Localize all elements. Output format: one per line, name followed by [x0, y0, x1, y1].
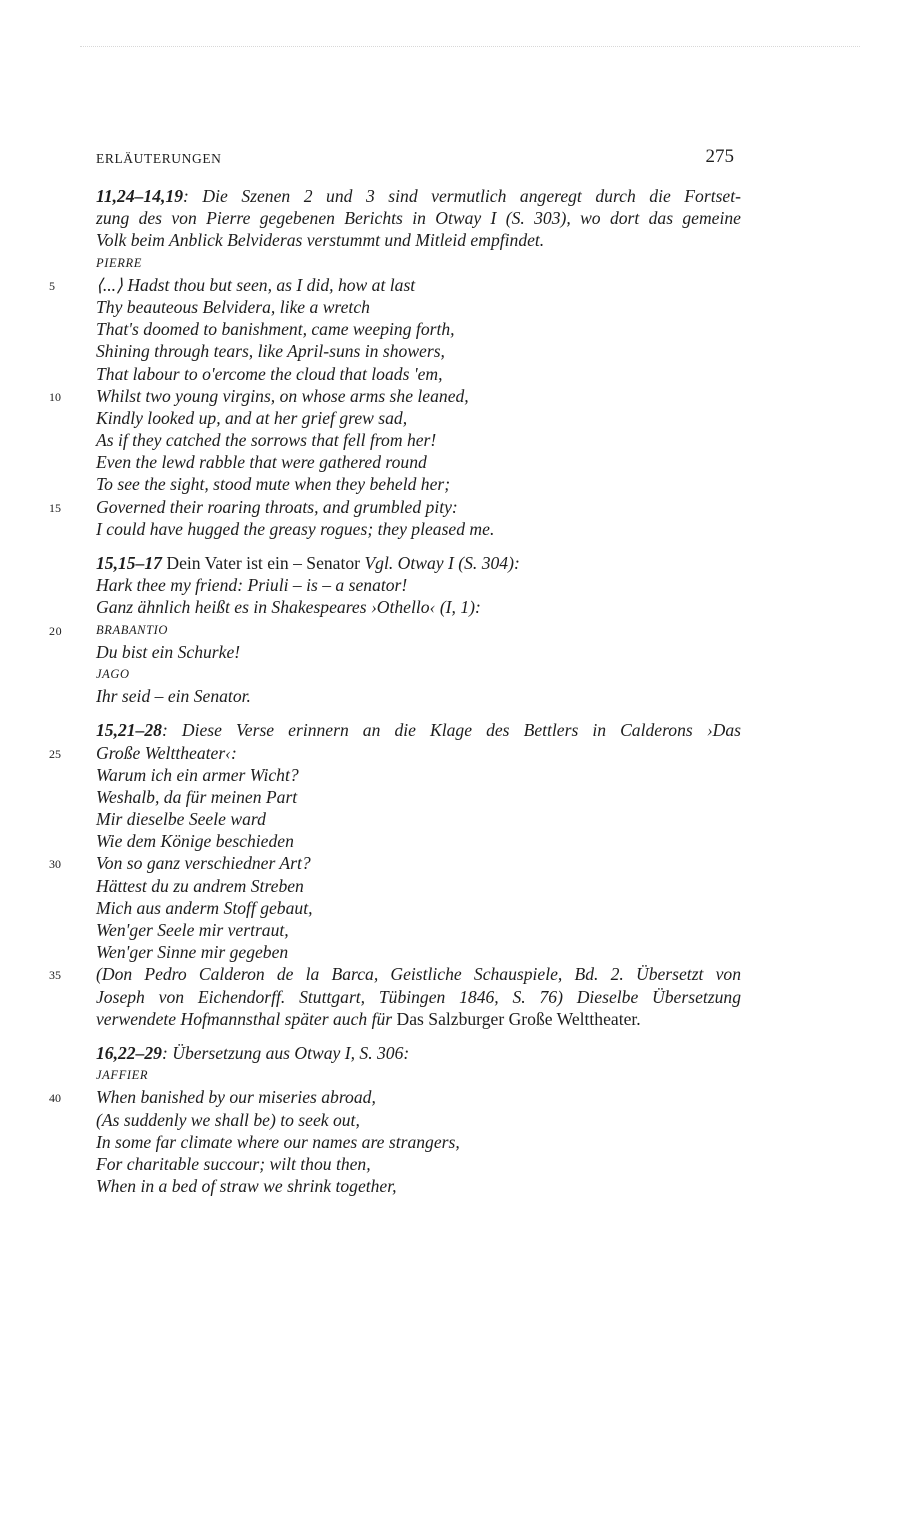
- verse-line: Mich aus anderm Stoff gebaut,: [96, 897, 313, 918]
- verse-text: Whilst two young virgins, on whose arms she leaned,: [96, 385, 469, 406]
- line-number: 10: [49, 389, 61, 404]
- speaker-name: [49, 619, 741, 641]
- note-reference: 15,21–28: [96, 720, 162, 741]
- citation-line: Joseph von Eichendorff. Stuttgart, Tübingen 1846, S. 76) Dieselbe Übersetzung: [96, 986, 741, 1007]
- verse-line: That's doomed to banishment, came weeping forth,: [96, 319, 455, 340]
- verse-line: (As suddenly we shall be) to seek out,: [96, 1109, 360, 1130]
- note-text: : Diese Verse erinnern an die Klage des Bettlers in Calderons ›Das: [161, 720, 741, 741]
- line-number: 25: [49, 746, 61, 761]
- section-gap: [96, 540, 741, 552]
- verse-line: Wen'ger Seele mir vertraut,: [96, 920, 289, 940]
- quote-line: Hark thee my friend: Priuli – is – a senator!: [96, 575, 408, 596]
- verse-text: ⟨...⟩ Hadst thou but seen, as I did, how at last: [96, 274, 416, 295]
- verse-line: For charitable succour; wilt thou then,: [96, 1153, 371, 1174]
- note-line: [96, 719, 741, 741]
- section-gap: [96, 1030, 741, 1042]
- note-reference: 15,15–17: [96, 553, 162, 573]
- verse-line: That labour to o'ercome the cloud that loads 'em,: [96, 363, 443, 384]
- speaker-name: PIERRE: [96, 255, 142, 270]
- verse-line: In some far climate where our names are strangers,: [96, 1131, 460, 1152]
- verse-line: Shining through tears, like April-suns in showers,: [96, 341, 445, 362]
- verse-line: Warum ich ein armer Wicht?: [96, 764, 299, 785]
- page-header: [96, 146, 736, 176]
- verse-line: [49, 852, 741, 874]
- citation-line: [49, 963, 741, 985]
- line-number: 30: [49, 857, 61, 872]
- note-reference: 16,22–29: [96, 1042, 162, 1063]
- note-text: Vgl. Otway I (S. 304):: [364, 553, 520, 573]
- verse-line: Ihr seid – ein Senator.: [96, 686, 251, 707]
- note-line: [49, 742, 741, 764]
- line-number: 5: [49, 278, 55, 293]
- section-gap: [96, 707, 741, 719]
- note-line: zung des von Pierre gegebenen Berichts in Otway I (S. 303), wo dort das gemeine: [96, 208, 741, 229]
- verse-line: [49, 385, 741, 407]
- verse-line: [49, 274, 741, 296]
- verse-line: When in a bed of straw we shrink together,: [96, 1176, 397, 1197]
- verse-text: Von so ganz verschiedner Art?: [96, 853, 311, 874]
- speaker-name: JAGO: [96, 666, 130, 681]
- verse-line: Kindly looked up, and at her grief grew sad,: [96, 407, 408, 428]
- scan-noise: [80, 46, 860, 49]
- verse-line: Mir dieselbe Seele ward: [96, 809, 266, 830]
- citation-text: verwendete Hofmannsthal später auch für: [96, 1008, 397, 1029]
- note-text: : Die Szenen 2 und 3 sind vermutlich angeregt durch die Fortset-: [183, 186, 741, 206]
- verse-line: Hättest du zu andrem Streben: [96, 875, 304, 896]
- verse-line: Weshalb, da für meinen Part: [96, 786, 298, 807]
- note-line: [96, 552, 741, 574]
- note-line: [96, 185, 741, 207]
- note-line: Volk beim Anblick Belvideras verstummt und Mitleid empfindet.: [96, 230, 545, 251]
- line-number: 35: [49, 968, 61, 983]
- page-number: 275: [705, 146, 734, 167]
- line-number: 40: [49, 1091, 61, 1106]
- verse-line: Thy beauteous Belvidera, like a wretch: [96, 296, 370, 317]
- speaker-name: JAFFIER: [96, 1068, 149, 1083]
- commentary-body: [49, 185, 741, 1197]
- running-head: ERLÄUTERUNGEN: [96, 151, 222, 166]
- verse-line: [49, 1086, 741, 1108]
- note-text: : Übersetzung aus Otway I, S. 306:: [161, 1042, 410, 1063]
- verse-text: When banished by our miseries abroad,: [96, 1087, 376, 1108]
- note-text: Große Welttheater‹:: [96, 742, 237, 763]
- note-reference: 11,24–14,19: [96, 186, 183, 206]
- speaker-text: BRABANTIO: [96, 622, 169, 637]
- work-title: Das Salzburger Große Welttheater.: [396, 1008, 641, 1029]
- note-line: Ganz ähnlich heißt es in Shakespeares ›Othello‹ (I, 1):: [96, 597, 481, 618]
- verse-line: [49, 496, 741, 518]
- verse-line: Wie dem Könige beschieden: [96, 831, 294, 852]
- line-number: 15: [49, 500, 61, 515]
- verse-line: To see the sight, stood mute when they beheld her;: [96, 474, 451, 495]
- verse-text: Governed their roaring throats, and grumbled pity:: [96, 496, 458, 517]
- citation-text: (Don Pedro Calderon de la Barca, Geistliche Schauspiele, Bd. 2. Übersetzt von: [96, 964, 741, 985]
- verse-line: Even the lewd rabble that were gathered round: [96, 452, 427, 473]
- verse-line: Du bist ein Schurke!: [96, 641, 241, 662]
- lemma: Dein Vater ist ein – Senator: [161, 553, 365, 573]
- line-number: 20: [49, 623, 63, 638]
- verse-line: Wen'ger Sinne mir gegeben: [96, 942, 289, 963]
- citation-line: [96, 1008, 741, 1030]
- verse-line: As if they catched the sorrows that fell from her!: [96, 430, 437, 451]
- verse-line: I could have hugged the greasy rogues; they pleased me.: [96, 518, 495, 539]
- note-line: [96, 1042, 741, 1064]
